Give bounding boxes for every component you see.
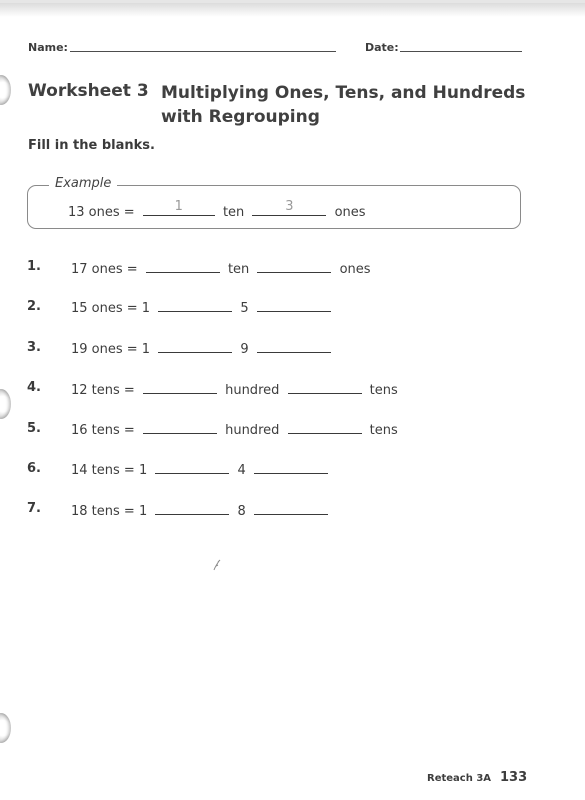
example-answer-1: 1 <box>174 199 183 214</box>
question-end: ones <box>339 262 371 277</box>
example-row <box>68 199 366 220</box>
question-row <box>71 260 371 277</box>
question-row <box>71 381 398 398</box>
top-edge-shadow <box>0 3 585 17</box>
answer-blank-2[interactable] <box>257 260 331 273</box>
question-row <box>71 299 335 316</box>
question-mid: 8 <box>237 504 246 519</box>
instructions: Fill in the blanks. <box>28 138 155 153</box>
answer-blank-1[interactable] <box>143 381 217 394</box>
answer-blank-2[interactable] <box>257 299 331 312</box>
example-lhs: 13 ones = <box>68 205 135 220</box>
footer-label: Reteach 3A <box>427 773 492 784</box>
question-lhs: 17 ones = <box>71 262 138 277</box>
question-number: 5. <box>27 421 41 436</box>
example-answer-2: 3 <box>285 199 294 214</box>
question-mid: 5 <box>240 301 249 316</box>
question-end: tens <box>369 383 398 398</box>
binder-hole-bottom <box>0 713 11 743</box>
question-lhs: 12 tens = <box>71 383 135 398</box>
pencil-mark-icon <box>212 558 222 572</box>
answer-blank-1[interactable] <box>158 299 232 312</box>
question-row <box>71 502 332 519</box>
question-lhs: 19 ones = 1 <box>71 342 151 357</box>
example-label: Example <box>49 176 117 191</box>
binder-hole-top <box>0 75 11 105</box>
answer-blank-1[interactable] <box>155 461 229 474</box>
question-mid: 4 <box>237 463 246 478</box>
question-mid: hundred <box>225 423 280 438</box>
example-end: ones <box>334 205 366 220</box>
page-number: 133 <box>500 770 528 785</box>
name-label: Name: <box>28 41 68 54</box>
answer-blank-2[interactable] <box>254 461 328 474</box>
example-blank-2 <box>252 199 326 216</box>
question-lhs: 18 tens = 1 <box>71 504 148 519</box>
answer-blank-1[interactable] <box>158 340 232 353</box>
question-number: 1. <box>27 259 41 274</box>
question-number: 7. <box>27 501 41 516</box>
question-number: 2. <box>27 299 41 314</box>
question-end: tens <box>369 423 398 438</box>
example-mid: ten <box>222 205 245 220</box>
worksheet-number: Worksheet 3 <box>28 81 149 101</box>
answer-blank-2[interactable] <box>254 502 328 515</box>
question-number: 6. <box>27 461 41 476</box>
question-mid: 9 <box>240 342 249 357</box>
question-number: 3. <box>27 340 41 355</box>
answer-blank-2[interactable] <box>288 381 362 394</box>
question-row <box>71 461 332 478</box>
answer-blank-1[interactable] <box>146 260 220 273</box>
binder-hole-middle <box>0 389 11 419</box>
question-mid: ten <box>227 262 250 277</box>
answer-blank-2[interactable] <box>257 340 331 353</box>
example-blank-1 <box>143 199 215 216</box>
date-label: Date: <box>365 41 399 54</box>
answer-blank-1[interactable] <box>143 421 217 434</box>
question-mid: hundred <box>225 383 280 398</box>
answer-blank-1[interactable] <box>155 502 229 515</box>
question-lhs: 15 ones = 1 <box>71 301 151 316</box>
question-lhs: 14 tens = 1 <box>71 463 148 478</box>
answer-blank-2[interactable] <box>288 421 362 434</box>
page-title: Multiplying Ones, Tens, and Hundreds with Regrouping <box>161 83 526 127</box>
question-lhs: 16 tens = <box>71 423 135 438</box>
question-row <box>71 340 335 357</box>
date-field[interactable] <box>400 51 522 52</box>
name-field[interactable] <box>70 51 336 52</box>
question-number: 4. <box>27 380 41 395</box>
question-row <box>71 421 398 438</box>
